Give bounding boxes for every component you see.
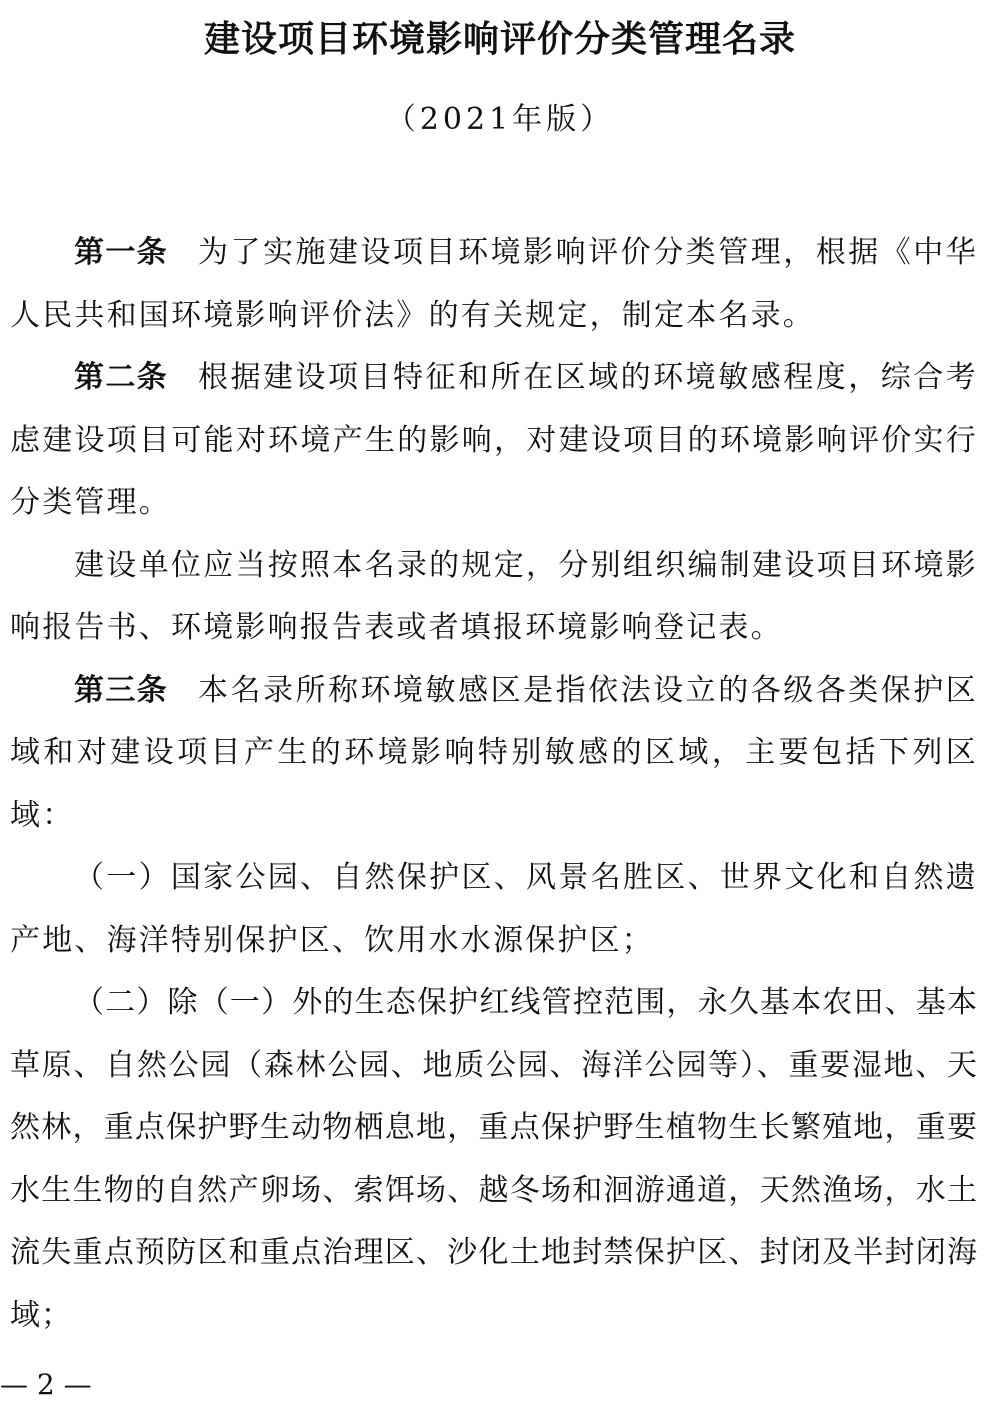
paragraph-article-1 (10, 222, 978, 347)
paragraph-text: 为了实施建设项目环境影响评价分类管理，根据《中华人民共和国环境影响评价法》的有关规定，制定本名录。 (10, 235, 978, 333)
document-subtitle: （2021年版） (385, 102, 615, 137)
page-number: — 2 — (0, 1368, 92, 1401)
paragraph-article-2-part-2 (10, 535, 978, 660)
paragraph-article-3 (10, 660, 978, 848)
article-label: 第三条 (74, 672, 168, 708)
article-label: 第二条 (74, 360, 168, 395)
document-body (10, 222, 978, 1347)
paragraph-text: （一）国家公园、自然保护区、风景名胜区、世界文化和自然遗产地、海洋特别保护区、饮用水水源保护区； (10, 860, 978, 958)
paragraph-item-1 (10, 847, 978, 972)
paragraph-text: （二）除（一）外的生态保护红线管控范围，永久基本农田、基本草原、自然公园（森林公园、地质公园、海洋公园等）、重要湿地、天然林，重点保护野生动物栖息地，重点保护野生植物生长繁殖地，重要水生生物的自然产卵场、索饵场、越冬场和洄游通道，天然渔场，水土流失重点预防区和重点治理区、沙化土地封禁保护区、封闭及半封闭海域； (10, 985, 978, 1333)
paragraph-text: 建设单位应当按照本名录的规定，分别组织编制建设项目环境影响报告书、环境影响报告表或者填报环境影响登记表。 (10, 547, 978, 645)
article-label: 第一条 (74, 235, 168, 270)
document-title: 建设项目环境影响评价分类管理名录 (203, 19, 796, 60)
paragraph-text: 本名录所称环境敏感区是指依法设立的各级各类保护区域和对建设项目产生的环境影响特别敏感的区域，主要包括下列区域： (10, 672, 978, 833)
paragraph-text: 根据建设项目特征和所在区域的环境敏感程度，综合考虑建设项目可能对环境产生的影响，对建设项目的环境影响评价实行分类管理。 (10, 360, 978, 520)
paragraph-article-2 (10, 347, 978, 535)
paragraph-item-2 (10, 972, 978, 1347)
